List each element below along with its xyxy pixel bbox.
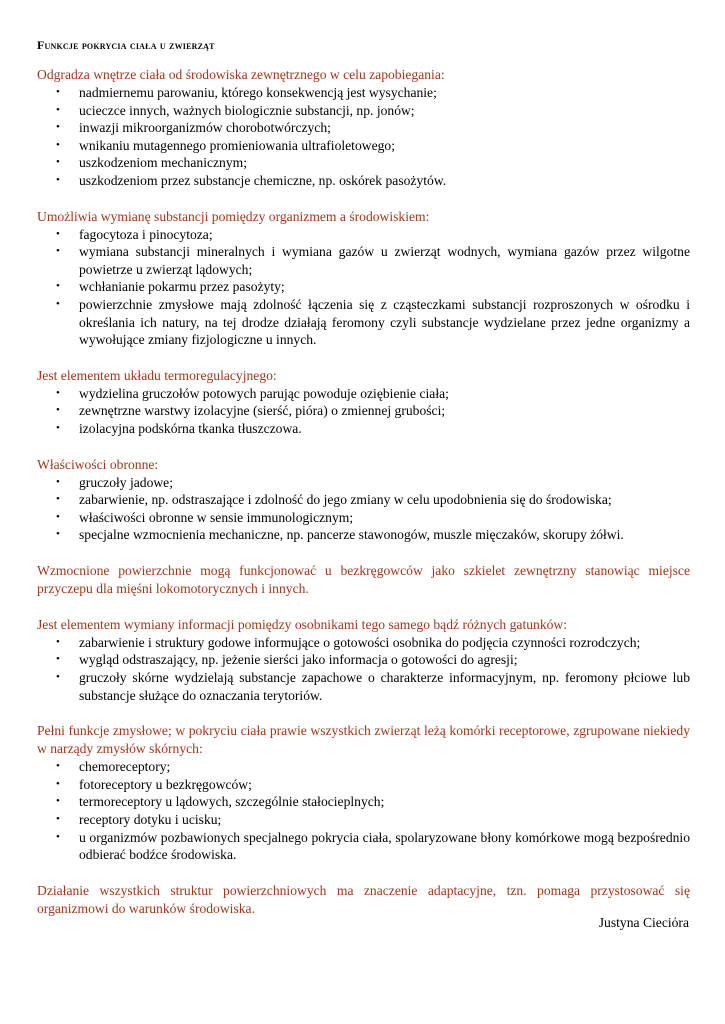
bullet-icon: • (56, 475, 60, 488)
list-item-text: chemoreceptory; (79, 759, 171, 775)
bullet-icon: • (56, 830, 60, 843)
list-item (37, 776, 690, 794)
section-heading: Jest elementem wymiany informacji pomiędzy osobnikami tego samego bądź różnych gatunków: (37, 616, 568, 632)
bullet-icon: • (56, 777, 60, 790)
bullet-icon: • (56, 813, 60, 826)
list-item-text: u organizmów pozbawionych specjalnego pokrycia ciała, spolaryzowane błony komórkowe mogą bezpośrednio odbierać bodźce środowiska. (79, 829, 690, 863)
bullet-list (37, 634, 690, 704)
document-title: Funkcje pokrycia ciała u zwierząt (37, 38, 215, 52)
section-heading: Działanie wszystkich struktur powierzchniowych ma znaczenie adaptacyjne, tzn. pomaga przystosować się organizmowi do warunków środowiska. (37, 882, 690, 916)
list-item-text: uszkodzeniom mechanicznym; (79, 155, 247, 171)
list-item (37, 811, 690, 829)
bullet-icon: • (56, 173, 60, 186)
list-item-text: uszkodzeniom przez substancje chemiczne, np. oskórek pasożytów. (79, 172, 447, 188)
bullet-icon: • (56, 653, 60, 666)
list-item (37, 154, 690, 172)
section-heading: Właściwości obronne: (37, 456, 159, 472)
list-item (37, 420, 690, 438)
section (37, 456, 690, 544)
bullet-icon: • (56, 138, 60, 151)
bullet-icon: • (56, 493, 60, 506)
section (37, 562, 690, 598)
list-item-text: fagocytoza i pinocytoza; (79, 226, 213, 242)
bullet-list (37, 84, 690, 190)
section (37, 208, 690, 349)
section-heading: Jest elementem układu termoregulacyjnego: (37, 367, 277, 383)
section (37, 66, 690, 190)
list-item-text: wchłanianie pokarmu przez pasożyty; (79, 279, 285, 295)
list-item (37, 226, 690, 244)
list-item-text: receptory dotyku i ucisku; (79, 812, 222, 828)
list-item (37, 669, 690, 704)
list-item (37, 758, 690, 776)
list-item-text: wydzielina gruczołów potowych parując powoduje oziębienie ciała; (79, 385, 449, 401)
list-item-text: gruczoły skórne wydzielają substancje zapachowe o charakterze informacyjnym, np. feromony płciowe lub substancje służące do oznaczania terytoriów. (79, 670, 690, 703)
bullet-icon: • (56, 528, 60, 541)
list-item-text: zewnętrzne warstwy izolacyjne (sierść, pióra) o zmiennej grubości; (79, 403, 446, 419)
list-item (37, 491, 690, 509)
bullet-icon: • (56, 245, 60, 258)
section-heading: Odgradza wnętrze ciała od środowiska zewnętrznego w celu zapobiegania: (37, 67, 445, 82)
list-item-text: powierzchnie zmysłowe mają zdolność łączenia się z cząsteczkami substancji rozproszonych w ośrodku i określania ich natury, na tej drodze działają feromony czyli substancje wydzielane przez jedne organizmy a wywołujące zmiany fizjologiczne u innych. (79, 296, 690, 348)
list-item-text: gruczoły jadowe; (79, 474, 173, 490)
list-item (37, 651, 690, 669)
bullet-icon: • (56, 103, 60, 116)
list-item (37, 829, 690, 864)
bullet-icon: • (56, 121, 60, 134)
list-item-text: fotoreceptory u bezkręgowców; (79, 776, 252, 792)
list-item-text: inwazji mikroorganizmów chorobotwórczych; (79, 120, 331, 136)
list-item (37, 119, 690, 137)
bullet-icon: • (56, 86, 60, 98)
bullet-list (37, 758, 690, 864)
list-item (37, 243, 690, 278)
list-item (37, 137, 690, 155)
bullet-icon: • (56, 280, 60, 293)
list-item (37, 278, 690, 296)
bullet-list (37, 385, 690, 438)
bullet-icon: • (56, 795, 60, 808)
list-item-text: nadmiernemu parowaniu, którego konsekwencją jest wysychanie; (79, 85, 437, 100)
list-item (37, 793, 690, 811)
section-heading: Wzmocnione powierzchnie mogą funkcjonować u bezkręgowców jako szkielet zewnętrzny stanowiąc miejsce przyczepu dla mięśni lokomotorycznych i innych. (37, 562, 690, 596)
bullet-icon: • (56, 156, 60, 169)
list-item (37, 102, 690, 120)
bullet-icon: • (56, 386, 60, 399)
section (37, 882, 690, 918)
section-heading: Umożliwia wymianę substancji pomiędzy organizmem a środowiskiem: (37, 208, 430, 224)
list-item-text: termoreceptory u lądowych, szczególnie stałocieplnych; (79, 794, 385, 810)
list-item (37, 634, 690, 652)
list-item-text: wnikaniu mutagennego promieniowania ultrafioletowego; (79, 137, 395, 153)
section (37, 616, 690, 704)
bullet-icon: • (56, 421, 60, 434)
list-item-text: specjalne wzmocnienia mechaniczne, np. pancerze stawonogów, muszle mięczaków, skorupy żółwi. (79, 527, 624, 543)
document-body (37, 66, 690, 936)
bullet-icon: • (56, 671, 60, 684)
list-item (37, 296, 690, 349)
list-item-text: izolacyjna podskórna tkanka tłuszczowa. (79, 420, 302, 436)
list-item-text: wymiana substancji mineralnych i wymiana gazów u zwierząt wodnych, wymiana gazów przez wilgotne powietrze u zwierząt lądowych; (79, 244, 690, 277)
list-item (37, 526, 690, 544)
author-signature: Justyna Cieciόra (598, 915, 689, 930)
bullet-icon: • (56, 760, 60, 773)
bullet-list (37, 226, 690, 349)
list-item-text: zabarwienie, np. odstraszające i zdolność do jego zmiany w celu upodobnienia się do środowiska; (79, 492, 612, 508)
section (37, 367, 690, 438)
list-item-text: zabarwienie i struktury godowe informujące o gotowości osobnika do podjęcia czynności rozrodczych; (79, 634, 641, 650)
bullet-list (37, 474, 690, 544)
list-item-text: właściwości obronne w sensie immunologicznym; (79, 509, 354, 525)
bullet-icon: • (56, 297, 60, 310)
section-heading: Pełni funkcje zmysłowe; w pokryciu ciała prawie wszystkich zwierząt leżą komórki receptorowe, zgrupowane niekiedy w narządy zmysłów skórnych: (37, 723, 690, 757)
list-item-text: ucieczce innych, ważnych biologicznie substancji, np. jonów; (79, 102, 415, 118)
section (37, 722, 690, 864)
bullet-icon: • (56, 635, 60, 648)
list-item-text: wygląd odstraszający, np. jeżenie sierści jako informacja o gotowości do agresji; (79, 652, 518, 668)
list-item (37, 474, 690, 492)
bullet-icon: • (56, 404, 60, 417)
list-item (37, 172, 690, 190)
list-item (37, 509, 690, 527)
list-item (37, 385, 690, 403)
bullet-icon: • (56, 227, 60, 240)
bullet-icon: • (56, 510, 60, 523)
list-item (37, 84, 690, 102)
list-item (37, 402, 690, 420)
